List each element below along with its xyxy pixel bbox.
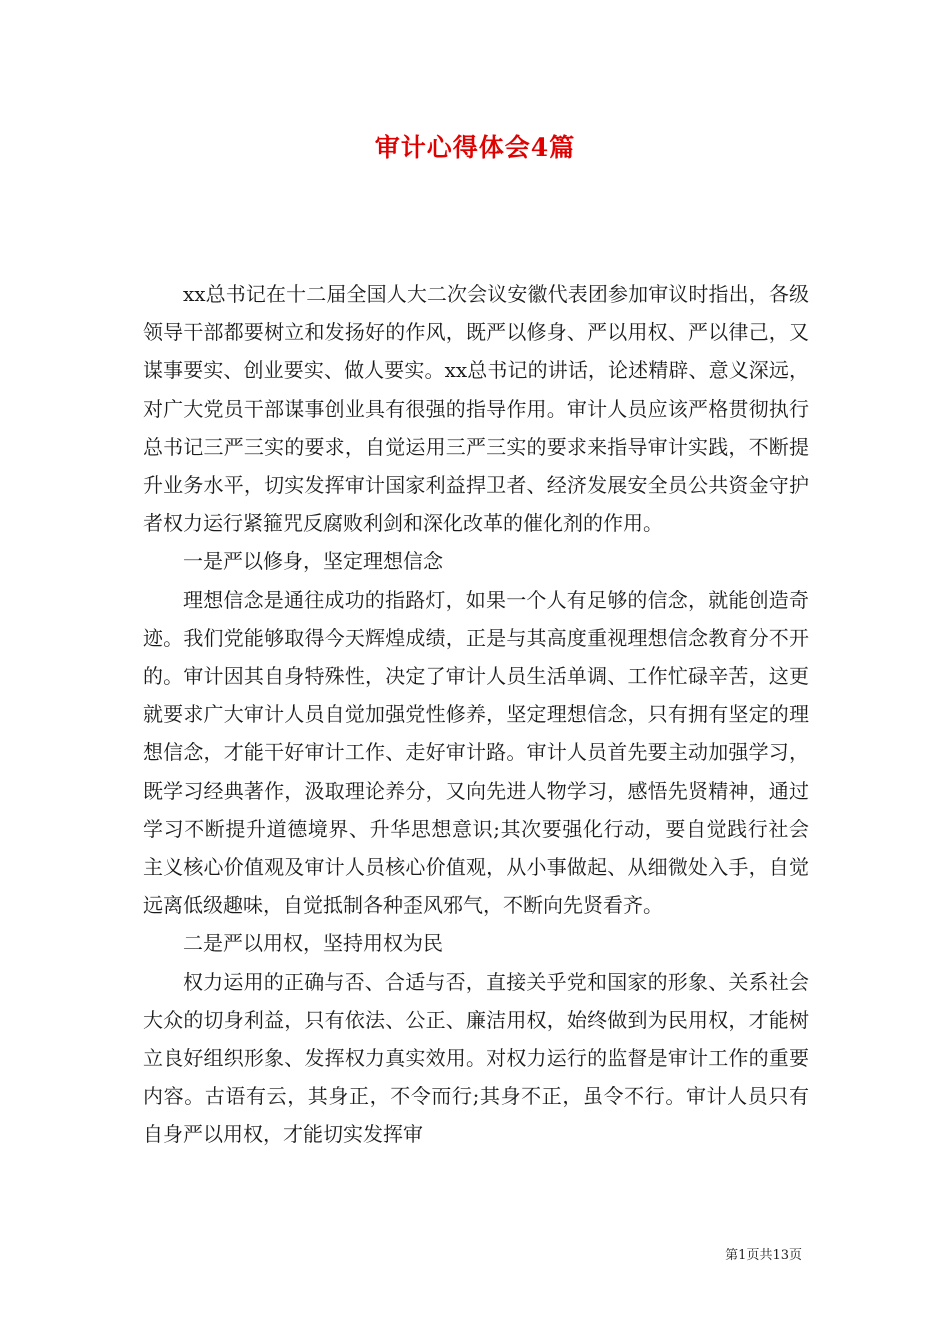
page-number: 第1页共13页 [725, 1248, 802, 1263]
page-title: 审计心得体会4篇 [374, 133, 576, 162]
paragraph-section-1: 理想信念是通往成功的指路灯，如果一个人有足够的信念，就能创造奇迹。我们党能够取得今天辉煌成绩，正是与其高度重视理想信念教育分不开的。审计因其自身特殊性，决定了审计人员生活单调、工作忙碌辛苦，这更就要求广大审计人员自觉加强党性修养，坚定理想信念，只有拥有坚定的理想信念，才能干好审计工作、走好审计路。审计人员首先要主动加强学习，既学习经典著作，汲取理论养分，又向先进人物学习，感悟先贤精神，通过学习不断提升道德境界、升华思想意识;其次要强化行动，要自觉践行社会主义核心价值观及审计人员核心价值观，从小事做起、从细微处入手，自觉远离低级趣味，自觉抵制各种歪风邪气，不断向先贤看齐。 [143, 587, 809, 918]
document-body [143, 275, 809, 1154]
paragraph-intro: xx总书记在十二届全国人大二次会议安徽代表团参加审议时指出，各级领导干部都要树立和发扬好的作风，既严以修身、严以用权、严以律己，又谋事要实、创业要实、做人要实。xx总书记的讲话，论述精辟、意义深远，对广大党员干部谋事创业具有很强的指导作用。审计人员应该严格贯彻执行总书记三严三实的要求，自觉运用三严三实的要求来指导审计实践，不断提升业务水平，切实发挥审计国家利益捍卫者、经济发展安全员公共资金守护者权力运行紧箍咒反腐败利剑和深化改革的催化剂的作用。 [143, 282, 809, 536]
section-heading-1: 一是严以修身，坚定理想信念 [183, 549, 443, 574]
section-heading-2: 二是严以用权，坚持用权为民 [183, 931, 443, 956]
paragraph-section-2: 权力运用的正确与否、合适与否，直接关乎党和国家的形象、关系社会大众的切身利益，只有依法、公正、廉洁用权，始终做到为民用权，才能树立良好组织形象、发挥权力真实效用。对权力运行的监督是审计工作的重要内容。古语有云，其身正，不令而行;其身不正，虽令不行。审计人员只有自身严以用权，才能切实发挥审 [143, 969, 809, 1147]
